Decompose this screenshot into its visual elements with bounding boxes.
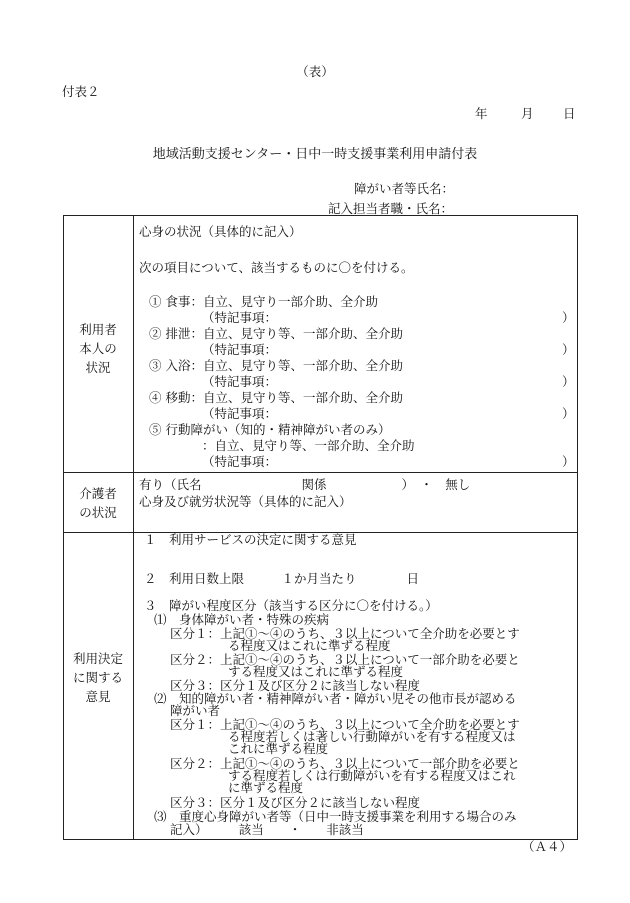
status-item-excretion: ② 排泄：自立、見守り等、一部介助、全介助 <box>149 326 403 341</box>
status-item-behavior-note: （特記事項： <box>202 454 278 469</box>
row-divider-1 <box>63 472 578 473</box>
decision-item-1: １ 利用サービスの決定に関する意見 <box>144 532 357 547</box>
close-paren: ） <box>562 406 575 421</box>
close-paren: ） <box>562 310 575 325</box>
sub3-title: ⑶ 重度心身障がい者等（日中一時支援事業を利用する場合のみ <box>154 809 517 824</box>
status-item-behavior: ⑤ 行動障がい（知的・精神障がい者のみ） <box>149 422 391 437</box>
caregiver-label: 介護者 の状況 <box>79 486 117 520</box>
user-status-label: 利用者 本人の 状況 <box>79 322 117 375</box>
recorder-label: 記入担当者職・氏名： <box>328 201 454 216</box>
close-paren: ） <box>562 374 575 389</box>
sub3-options: 記入） 該当 ・ 非該当 <box>170 822 364 837</box>
close-paren: ） <box>562 454 575 469</box>
side-label: （表） <box>296 64 334 79</box>
decision-item-3: ３ 障がい程度区分（該当する区分に〇を付ける。） <box>144 598 438 613</box>
status-item-meal: ① 食事：自立、見守り一部介助、全介助 <box>149 294 378 309</box>
decision-label: 利用決定 に関する 意見 <box>72 651 123 704</box>
sub2-title-cont: 障がい者 <box>170 703 221 718</box>
form-number: 付表２ <box>62 84 100 99</box>
sub1-k3: 区分３：区分１及び区分２に該当しない程度 <box>170 678 421 693</box>
caregiver-line: 有り（氏名 関係 ） ・ 無し <box>139 477 471 492</box>
status-item-bathing: ③ 入浴：自立、見守り等、一部介助、全介助 <box>149 358 403 373</box>
close-paren: ） <box>562 342 575 357</box>
disabled-name-label: 障がい者等氏名： <box>354 181 455 196</box>
sub1-k2-cont: する程度又はこれに準ずる程度 <box>228 664 404 679</box>
sub1-k1: 区分１：上記①～④のうち、３以上について全介助を必要とす <box>170 626 520 641</box>
sub2-k1-cont2: これに準ずる程度 <box>228 741 329 756</box>
sub2-k1-cont: る程度若しくは著しい行動障がいを有する程度又は <box>228 729 516 744</box>
status-item-mobility-note: （特記事項： <box>202 406 278 421</box>
status-item-meal-note: （特記事項： <box>202 310 278 325</box>
status-item-bathing-note: （特記事項： <box>202 374 278 389</box>
sub1-k2: 区分２：上記①～④のうち、３以上について一部介助を必要と <box>170 652 520 667</box>
sub2-k2: 区分２：上記①～④のうち、３以上について一部介助を必要と <box>170 756 520 771</box>
paper-size-label: （Ａ４） <box>522 839 573 854</box>
status-item-mobility: ④ 移動：自立、見守り等、一部介助、全介助 <box>149 390 403 405</box>
date-day: 日 <box>563 106 576 121</box>
sub2-title: ⑵ 知的障がい者・精神障がい者・障がい児その他市長が認める <box>154 691 517 706</box>
sub1-k1-cont: る程度又はこれに準ずる程度 <box>228 638 391 653</box>
sub2-k3: 区分３：区分１及び区分２に該当しない程度 <box>170 795 421 810</box>
sub2-k2-cont: する程度若しくは行動障がいを有する程度又はこれ <box>228 768 516 783</box>
sub2-k1: 区分１：上記①～④のうち、３以上について全介助を必要とす <box>170 717 520 732</box>
page-title: 地域活動支援センター・日中一時支援事業利用申請付表 <box>152 147 478 162</box>
status-item-excretion-note: （特記事項： <box>202 342 278 357</box>
date-year: 年 <box>475 106 488 121</box>
status-item-behavior-options: ：自立、見守り等、一部介助、全介助 <box>202 438 415 453</box>
label-column-divider <box>133 215 134 840</box>
decision-item-2: ２ 利用日数上限 １か月当たり 日 <box>144 571 420 586</box>
sub2-k2-cont2: に準ずる程度 <box>228 780 304 795</box>
user-status-heading: 心身の状況（具体的に記入） <box>139 224 302 239</box>
sub1-title: ⑴ 身体障がい者・特殊の疾病 <box>154 612 330 627</box>
user-status-instruction: 次の項目について、該当するものに〇を付ける。 <box>139 260 414 275</box>
date-month: 月 <box>521 106 534 121</box>
caregiver-detail-line: 心身及び就労状況等（具体的に記入） <box>139 494 352 509</box>
